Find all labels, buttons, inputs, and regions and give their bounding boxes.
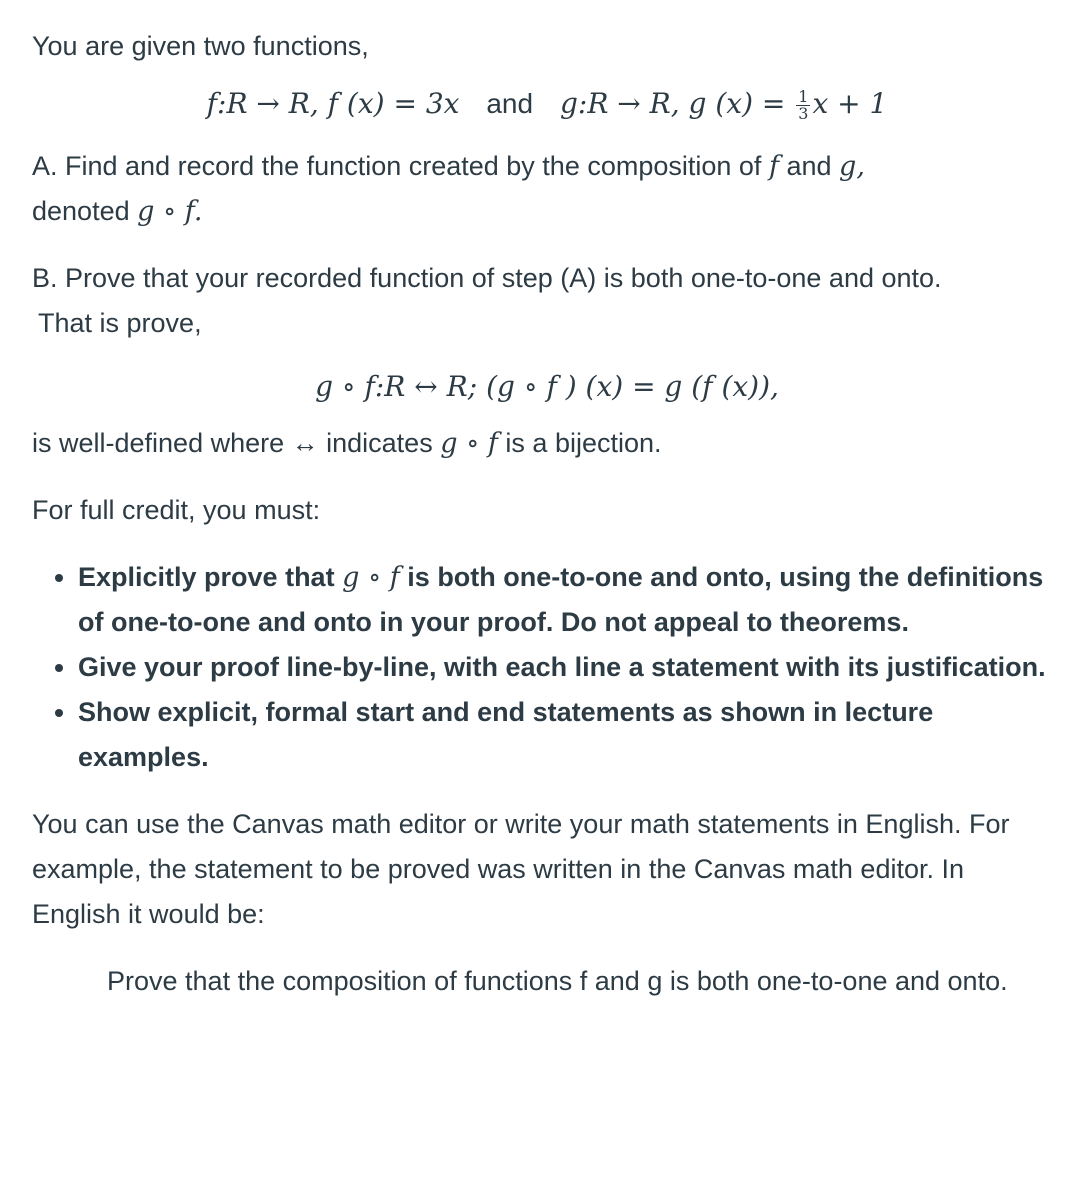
function-definitions: [32, 81, 1062, 126]
requirement-item: • Give your proof line-by-line, with each line a statement with its justification.: [78, 645, 1062, 690]
and-word: and: [486, 88, 534, 119]
one-third-fraction: $\frac{1}{3}$: [798, 87, 809, 123]
f-symbol: f: [768, 151, 779, 182]
intro-text: You are given two functions,: [32, 31, 369, 61]
full-credit-label: For full credit, you must:: [32, 495, 321, 525]
g-definition-right: x + 1: [812, 87, 888, 120]
requirements-list: [32, 555, 1062, 780]
gof-symbol: g ∘ f.: [137, 196, 203, 227]
part-a: A. Find and record the function created by the composition of f and g, denoted g ∘ f.: [32, 151, 865, 227]
bijection-statement: g ∘ f:R ↔ R; (g ∘ f ) (x) = g (f (x)),: [315, 370, 779, 403]
canvas-note: You can use the Canvas math editor or write your math statements in English. For example, the statement to be proved was written in the Canvas math editor. In English it would be:: [32, 809, 1010, 929]
requirement-item: • Explicitly prove that g ∘ f is both one-to-one and onto, using the definitions of one-to-one and onto in your proof. Do not appeal to theorems.: [78, 555, 1062, 645]
english-statement: Prove that the composition of functions f and g is both one-to-one and onto.: [107, 966, 1008, 996]
well-defined-text: is well-defined where ↔ indicates g ∘ f is a bijection.: [32, 428, 662, 459]
f-definition: f:R → R, f (x) = 3x: [206, 87, 460, 120]
document-body: [32, 24, 1062, 1004]
g-definition-left: g:R → R, g (x) =: [559, 87, 795, 120]
g-symbol: g,: [839, 151, 865, 182]
requirement-item: • Show explicit, formal start and end statements as shown in lecture examples.: [78, 690, 1062, 780]
part-b: B. Prove that your recorded function of step (A) is both one-to-one and onto. That is prove,: [32, 263, 942, 338]
